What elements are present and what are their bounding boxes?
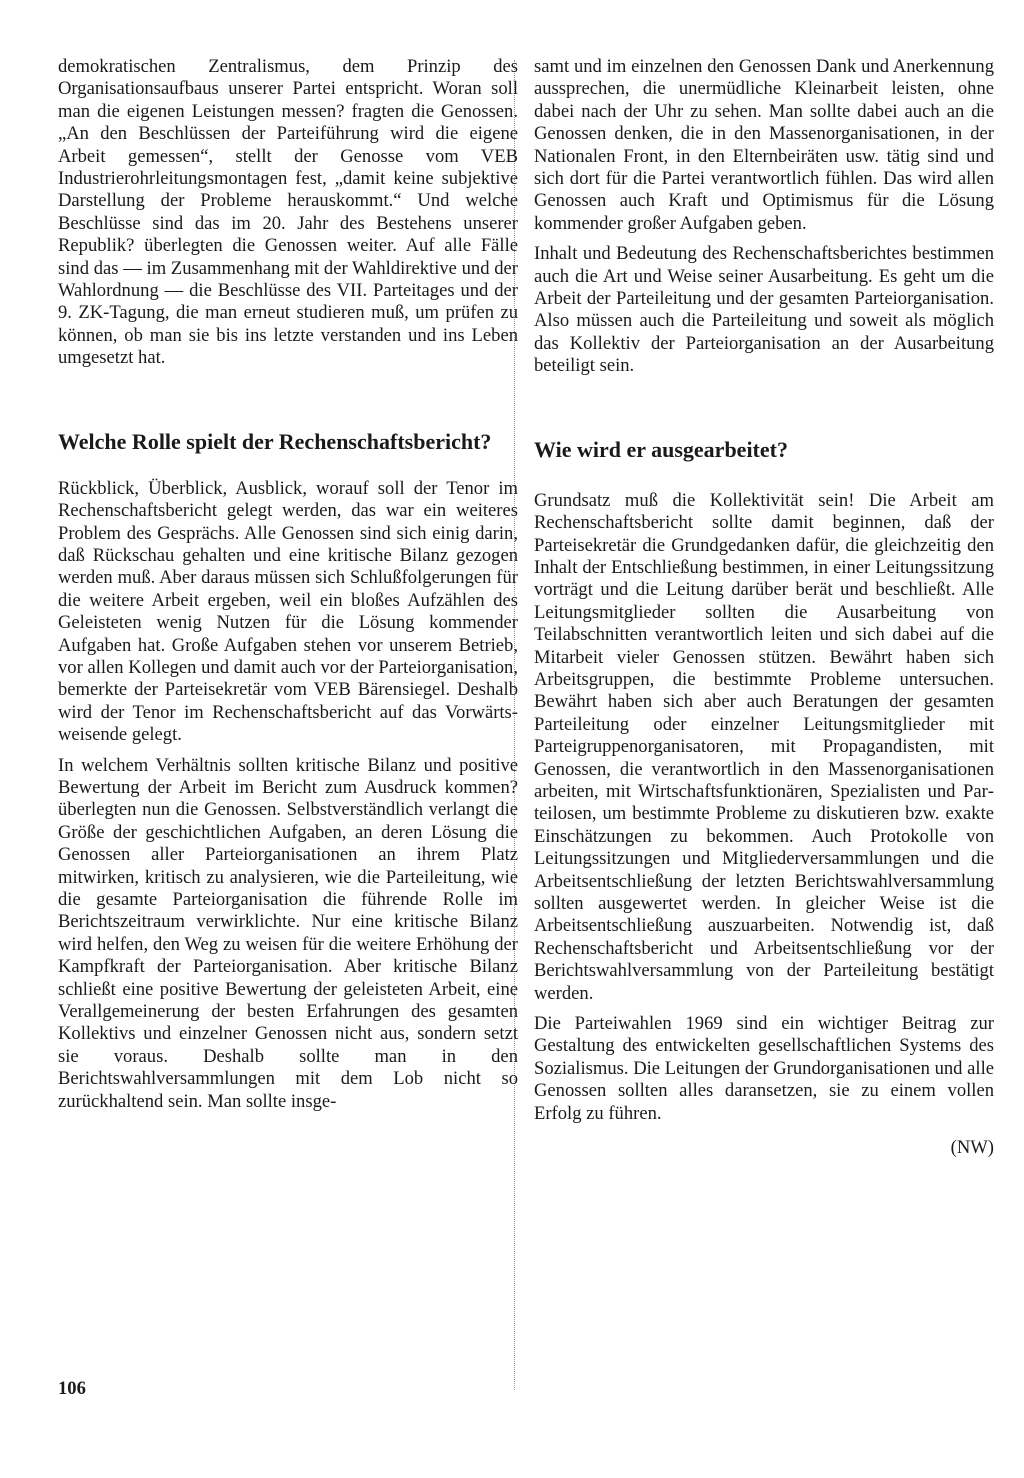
paragraph: Rückblick, Überblick, Ausblick, worauf soll der Tenor im Rechenschaftsbericht gelegt werden, das war ein weiteres Problem des Gesprächs. Alle Genossen sind sich einig darin, daß Rückschau gehalten und eine kritische Bilanz gezogen werden muß. Aber daraus müssen sich Schlußfolgerungen für die weitere Arbeit ergeben, weil ein bloßes Aufzählen des Geleisteten wenig Nutzen für die Lösung kommender Aufgaben hat. Große Aufgaben stehen vor unserem Betrieb, vor allen Kollegen und damit auch vor der Parteiorganisation, bemerkte der Parteisekretär vom VEB Bärensiegel. Deshalb wird der Tenor im Rechenschaftsbericht auf das Vorwärtsweisende gelegt. [58,477,518,746]
page-number: 106 [58,1378,86,1399]
section-heading: Welche Rolle spielt der Rechenschaftsbericht? [58,428,492,454]
paragraph: demokratischen Zentralismus, dem Prinzip des Organisationsaufbaus unserer Partei entspricht. Woran soll man die eigenen Leistungen messen? fragten die Genossen. „An den Beschlüssen der Parteiführung wird die eigene Arbeit gemessen“, stellt der Genosse vom VEB Industrierohrleitungsmontagen fest, „damit keine subjektive Darstellung der Probleme herauskommt.“ Und welche Beschlüsse sind das im 20. Jahr des Bestehens unserer Republik? überlegten die Genossen weiter. Auf alle Fälle sind das — im Zusammenhang mit der Wahldirektive und der Wahlordnung — die Beschlüsse des VII. Parteitages und der 9. ZK-Tagung, die man erneut studieren muß, um prüfen zu können, ob man sie bis ins letzte verstanden und ins Leben umgesetzt hat. [58,56,518,369]
right-column [534,56,994,1159]
paragraph: Inhalt und Bedeutung des Rechenschaftsberichtes bestimmen auch die Art und Weise seiner Ausarbeitung. Es geht um die Arbeit der Parteileitung und der gesamten Parteiorganisation. Also müssen auch die Parteileitung und soweit als möglich das Kollektiv der Parteiorganisation an der Ausarbeitung beteiligt sein. [534,243,994,377]
left-column [58,56,518,1121]
paragraph: Grundsatz muß die Kollektivität sein! Die Arbeit am Rechenschaftsbericht sollte damit beginnen, daß der Parteisekretär die Grundgedanken dafür, die gleichzeitig den Inhalt der Entschließung bestimmen, in einer Leitungssitzung vorträgt und die Leitung darüber berät und beschließt. Alle Leitungsmitglieder sollten die Ausarbeitung von Teilabschnitten verantwortlich leiten und sich dabei auf die Mitarbeit vieler Genossen stützen. Bewährt haben sich Arbeitsgruppen, die bestimmte Probleme untersuchen. Bewährt haben sich aber auch Beratungen der gesamten Parteileitung oder einzelner Leitungsmitglieder mit Parteigruppenorganisatoren, mit Propagandisten, mit Genossen, die verantwortlich in den Massenorganisationen arbeiten, mit Wirtschaftsfunktionären, Spezialisten und Parteilosen, um bestimmte Probleme zu diskutieren bzw. exakte Einschätzungen zu bekommen. Auch Protokolle von Leitungssitzungen und Mitgliederversammlungen und die Arbeitsentschließung der letzten Berichtswahlversammlung sollten ausgewertet werden. In gleicher Weise ist die Arbeitsentschließung auszuarbeiten. Notwendig ist, daß Rechenschaftsbericht und Arbeitsentschließung vor der Berichtswahlversammlung von der Parteileitung bestätigt werden. [534,489,994,1004]
paragraph: In welchem Verhältnis sollten kritische Bilanz und positive Bewertung der Arbeit im Bericht zum Ausdruck kommen? überlegten nun die Genossen. Selbstverständlich verlangt die Größe der geschichtlichen Aufgaben, an deren Lösung die Genossen aller Parteiorganisationen an ihrem Platz mitwirken, kritisch zu analysieren, wie die Parteileitung, wie die gesamte Parteiorganisation die führende Rolle im Berichtszeitraum verwirklichte. Nur eine kritische Bilanz wird helfen, den Weg zu weisen für die weitere Erhöhung der Kampfkraft der Parteiorganisation. Aber kritische Bilanz schließt eine positive Bewertung der geleisteten Arbeit, eine Verallgemeinerung der besten Erfahrungen des gesamten Kollektivs und einzelner Genossen nicht aus, sondern setzt sie voraus. Deshalb sollte man in den Berichtswahlversammlungen mit dem Lob nicht so zurückhaltend sein. Man sollte insge- [58,754,518,1112]
author-signature: (NW) [950,1137,994,1159]
paragraph: Die Parteiwahlen 1969 sind ein wichtiger Beitrag zur Gestaltung des entwickelten gesellschaftlichen Systems des Sozialismus. Die Leitungen der Grundorganisationen und alle Genossen sollten alles daransetzen, sie zu einem vollen Erfolg zu führen. [534,1013,994,1124]
section-heading: Wie wird er ausgearbeitet? [534,436,788,462]
paragraph: samt und im einzelnen den Genossen Dank und Anerkennung aussprechen, die unermüdliche Kleinarbeit leisten, ohne dabei nach der Uhr zu sehen. Man sollte dabei auch an die Genossen denken, die in den Massenorganisationen, in der Nationalen Front, in den Elternbeiräten usw. tätig sind und sich dort für die Partei verantwortlich fühlen. Das wird allen Genossen auch Kraft und Optimismus für die Lösung kommender großer Aufgaben geben. [534,56,994,234]
